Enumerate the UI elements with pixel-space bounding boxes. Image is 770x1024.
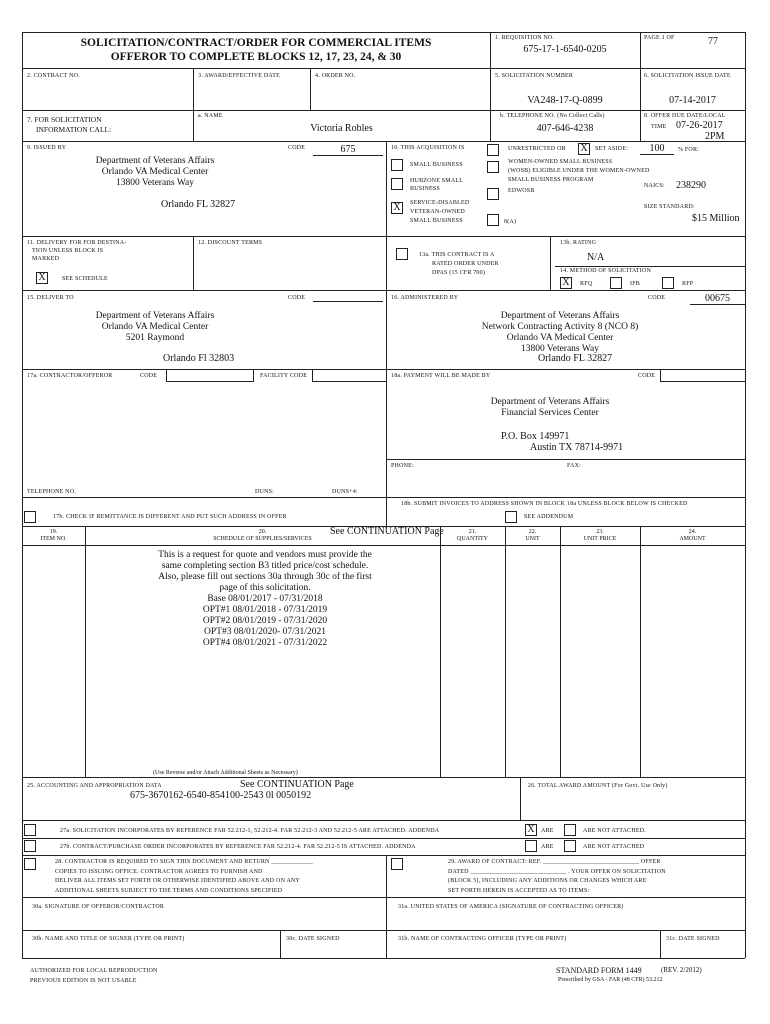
order-no-label: 4. ORDER NO.: [315, 73, 356, 79]
submit-invoices-label: 18b. SUBMIT INVOICES TO ADDRESS SHOWN IN BLOCK 18a UNLESS BLOCK BELOW IS CHECKED: [401, 501, 688, 507]
payment-label: 18a. PAYMENT WILL BE MADE BY: [391, 373, 491, 379]
contractor-code-label: CODE: [140, 373, 158, 379]
facility-code-field[interactable]: [312, 369, 387, 382]
col-schedule: 20. SCHEDULE OF SUPPLIES/SERVICES: [213, 529, 312, 542]
rfq-label: RFQ: [580, 281, 593, 287]
ifb-checkbox[interactable]: [610, 277, 622, 289]
footer-reproduction: AUTHORIZED FOR LOCAL REPRODUCTION: [30, 968, 158, 974]
col-amount: 24. AMOUNT: [679, 529, 706, 542]
col-unit-price: 23. UNIT PRICE: [583, 529, 617, 542]
total-award-label: 26. TOTAL AWARD AMOUNT (For Govt. Use Only): [528, 783, 668, 789]
method-label: 14. METHOD OF SOLICITATION: [560, 268, 652, 274]
footer-revision: (REV. 2/2012): [661, 966, 702, 974]
addenda-are-checkbox[interactable]: X: [525, 824, 537, 836]
set-aside-label: SET ASIDE:: [595, 146, 629, 152]
delivery-fob-label-3: MARKED: [32, 256, 60, 262]
rated-order-label-3: DPAS (15 CFR 700): [432, 270, 486, 276]
solicitation-number-value: VA248-17-Q-0899: [527, 95, 603, 106]
clause-27b-checkbox[interactable]: [24, 840, 36, 852]
delivery-fob-label-2: TION UNLESS BLOCK IS: [32, 248, 104, 254]
officer-name-label: 31b. NAME OF CONTRACTING OFFICER (TYPE OR PRINT): [398, 936, 567, 942]
size-standard-value: $15 Million: [692, 213, 740, 224]
payment-code-field[interactable]: [660, 369, 746, 382]
issued-by-address: Department of Veterans Affairs Orlando VA Medical Center 13800 Veterans Way: [95, 156, 215, 188]
info-call-label-2: INFORMATION CALL:: [36, 125, 112, 134]
wosb-label: WOMEN-OWNED SMALL BUSINESS: [508, 159, 613, 165]
addenda-are-not-label: ARE NOT ATTACHED.: [583, 828, 646, 834]
deliver-to-code-field[interactable]: [313, 301, 383, 302]
sdvosb-label-3: SMALL BUSINESS: [410, 218, 463, 224]
see-schedule-checkbox[interactable]: X: [36, 272, 48, 284]
eight-a-label: 8(A): [504, 219, 517, 225]
see-schedule-label: SEE SCHEDULE: [62, 276, 108, 282]
set-aside-checkbox[interactable]: X: [578, 143, 590, 155]
requisition-label: 1. REQUISITION NO.: [495, 35, 555, 41]
hubzone-label: HUBZONE SMALL: [410, 178, 464, 184]
administered-code-label: CODE: [648, 295, 666, 301]
rating-label: 13b. RATING: [560, 240, 597, 246]
time-label: TIME: [651, 124, 667, 130]
contract-no-label: 2. CONTRACT NO.: [27, 73, 80, 79]
issued-by-label: 9. ISSUED BY: [27, 145, 67, 151]
clause-27a: 27a. SOLICITATION INCORPORATES BY REFERENCE FAR 52.212-1, 52.212-4. FAR 52.212-3 AND 52.212-5 ARE ATTACHED. ADDENDA: [60, 828, 440, 834]
signature-offeror-label: 30a. SIGNATURE OF OFFEROR/CONTRACTOR: [32, 904, 165, 910]
footer-prescribed: Prescribed by GSA - FAR (48 CFR) 53.212: [558, 977, 663, 983]
small-business-checkbox[interactable]: [391, 159, 403, 171]
set-aside-percent: 100: [640, 143, 674, 155]
offer-due-time: 2PM: [705, 131, 725, 142]
rfq-checkbox[interactable]: X: [560, 277, 572, 289]
rated-order-label: 13a. THIS CONTRACT IS A: [419, 252, 495, 258]
footer-form-name: STANDARD FORM 1449: [556, 966, 642, 975]
issue-date-value: 07-14-2017: [669, 95, 716, 106]
schedule-footnote: (Use Reverse and/or Attach Additional Sheets as Necessary): [153, 770, 298, 776]
telephone-label: b. TELEPHONE NO. (No Collect Calls): [500, 113, 605, 119]
phone-label: PHONE:: [391, 463, 414, 469]
acquisition-label: 10. THIS ACQUISITION IS: [391, 145, 465, 151]
offer-due-date: 07-26-2017: [676, 120, 723, 131]
percent-for-label: % FOR:: [678, 147, 700, 153]
eight-a-checkbox[interactable]: [487, 214, 499, 226]
clause-29: 29. AWARD OF CONTRACT: REF. ______________________________ OFFER DATED ______________________________ . YOUR OFFER ON SOLICITATION (BLOCK 5), INCLUDING ANY ADDITIONS OR CHANGES WHICH ARE SET FORTH HEREIN IS ACCEPTED AS TO ITEMS:: [448, 859, 666, 894]
deliver-to-address: Department of Veterans Affairs Orlando VA Medical Center 5201 Raymond: [95, 311, 215, 343]
rated-order-checkbox[interactable]: [396, 248, 408, 260]
col-quantity: 21. QUANTITY: [457, 529, 488, 542]
clause-27a-checkbox[interactable]: [24, 824, 36, 836]
clause-28: 28. CONTRACTOR IS REQUIRED TO SIGN THIS DOCUMENT AND RETURN _____________ COPIES TO ISSUING OFFICE. CONTRACTOR AGREES TO FURNISH AND DELIVER ALL ITEMS SET FORTH OR OTHERWISE IDENTIFIED ABOVE AND ON ANY ADDITIONAL SHEETS SUBJECT TO THE TERMS AND CONDITIONS SPECIFIED: [55, 859, 313, 894]
accounting-continuation: See CONTINUATION Page: [240, 779, 354, 790]
clause-29-checkbox[interactable]: [391, 858, 403, 870]
solicitation-number-label: 5. SOLICITATION NUMBER: [495, 73, 574, 79]
wosb-checkbox[interactable]: [487, 161, 499, 173]
sdvosb-label: SERVICE-DISABLED: [410, 200, 470, 206]
offeror-date-label: 30c. DATE SIGNED: [286, 936, 340, 942]
deliver-to-label: 15. DELIVER TO: [27, 295, 74, 301]
addenda-are-label: ARE: [541, 828, 554, 834]
form-subtitle: OFFEROR TO COMPLETE BLOCKS 12, 17, 23, 24, & 30: [110, 51, 402, 63]
payment-city: Austin TX 78714-9971: [530, 442, 624, 453]
administered-by-city: Orlando FL 32827: [538, 353, 613, 364]
administered-by-address: Department of Veterans Affairs Network Contracting Activity 8 (NCO 8) Orlando VA Medical Center 13800 Veterans Way: [481, 311, 639, 354]
col-item-no: 19. ITEM NO.: [40, 529, 67, 542]
col-unit: 22. UNIT: [525, 529, 540, 542]
issued-code-value: 675: [313, 144, 383, 156]
issued-code-label: CODE: [288, 145, 306, 151]
award-date-label: 3. AWARD/EFFECTIVE DATE: [198, 73, 280, 79]
deliver-to-code-label: CODE: [288, 295, 306, 301]
facility-code-label: FACILITY CODE: [260, 373, 308, 379]
edwosb-checkbox[interactable]: [487, 188, 499, 200]
officer-date-label: 31c. DATE SIGNED: [666, 936, 720, 942]
unrestricted-checkbox[interactable]: [487, 144, 499, 156]
signer-name-label: 30b. NAME AND TITLE OF SIGNER (TYPE OR PRINT): [32, 936, 185, 942]
duns4-label: DUNS+4:: [332, 489, 358, 495]
rating-value: N/A: [587, 252, 605, 263]
offer-due-label: 8. OFFER DUE DATE/LOCAL: [644, 113, 726, 119]
duns-label: DUNS:: [255, 489, 275, 495]
small-business-label: SMALL BUSINESS: [410, 162, 463, 168]
administered-by-label: 16. ADMINISTERED BY: [391, 295, 459, 301]
order-addenda-are-label: ARE: [541, 844, 554, 850]
schedule-description: This is a request for quote and vendors must provide the same completing section B3 titled price/cost schedule. Also, please fill out sections 30a through 30c of the first page of this solicitation. Base 08/01/2017 - 07/31/2018 OPT#1 08/01/2018 - 07/31/2019 OPT#2 08/01/2019 - 07/31/2020 OPT#3 08/01/2020- 07/31/2021 OPT#4 08/01/2021 - 07/31/2022: [158, 550, 372, 648]
naics-value: 238290: [676, 180, 706, 191]
sdvosb-checkbox[interactable]: X: [391, 202, 403, 214]
page-total: 77: [708, 36, 718, 47]
fax-label: FAX:: [567, 463, 582, 469]
hubzone-checkbox[interactable]: [391, 178, 403, 190]
sdvosb-label-2: VETERAN-OWNED: [410, 209, 465, 215]
telephone-value: 407-646-4238: [536, 123, 594, 134]
hubzone-label-2: BUSINESS: [410, 186, 440, 192]
remittance-checkbox[interactable]: [24, 511, 36, 523]
clause-28-checkbox[interactable]: [24, 858, 36, 870]
name-label: a. NAME: [198, 113, 223, 119]
administered-code-value: 00675: [690, 293, 745, 305]
edwosb-label: EDWOSB: [508, 188, 535, 194]
rfp-checkbox[interactable]: [662, 277, 674, 289]
ifb-label: IFB: [630, 281, 640, 287]
order-addenda-are-not-checkbox[interactable]: [564, 840, 576, 852]
signature-officer-label: 31a. UNITED STATES OF AMERICA (SIGNATURE OF CONTRACTING OFFICER): [398, 904, 624, 910]
payment-code-label: CODE: [638, 373, 656, 379]
see-addendum-checkbox[interactable]: [505, 511, 517, 523]
order-addenda-are-checkbox[interactable]: [525, 840, 537, 852]
accounting-label: 25. ACCOUNTING AND APPROPRIATION DATA: [27, 783, 162, 789]
addenda-are-not-checkbox[interactable]: [564, 824, 576, 836]
remittance-label: 17b. CHECK IF REMITTANCE IS DIFFERENT AND PUT SUCH ADDRESS IN OFFER: [53, 514, 287, 520]
wosb-label-2: (WOSB) ELIGIBLE UNDER THE WOMEN-OWNED: [508, 168, 650, 174]
schedule-continuation: See CONTINUATION Page: [330, 526, 444, 537]
deliver-to-city: Orlando Fl 32803: [163, 353, 235, 364]
issue-date-label: 6. SOLICITATION ISSUE DATE: [644, 73, 731, 79]
discount-terms-label: 12. DISCOUNT TERMS: [198, 240, 263, 246]
requisition-value: 675-17-1-6540-0205: [523, 44, 607, 55]
accounting-value: 675-3670162-6540-854100-2543 0l 0050192: [130, 790, 312, 801]
form-title: SOLICITATION/CONTRACT/ORDER FOR COMMERCIAL ITEMS: [80, 37, 432, 49]
wosb-label-3: SMALL BUSINESS PROGRAM: [508, 177, 594, 183]
size-standard-label: SIZE STANDARD:: [644, 204, 695, 210]
page-label: PAGE 1 OF: [644, 35, 675, 41]
payment-po-box: P.O. Box 149971: [501, 431, 570, 442]
issued-by-city: Orlando FL 32827: [161, 199, 236, 210]
delivery-fob-label: 11. DELIVERY FOR FOB DESTINA-: [27, 240, 127, 246]
footer-previous-edition: PREVIOUS EDITION IS NOT USABLE: [30, 978, 137, 984]
rfp-label: RFP: [682, 281, 694, 287]
telephone-no-label: TELEPHONE NO.: [27, 489, 76, 495]
info-call-label: 7. FOR SOLICITATION: [27, 115, 102, 124]
rated-order-label-2: RATED ORDER UNDER: [432, 261, 499, 267]
see-addendum-label: SEE ADDENDUM: [524, 514, 574, 520]
clause-27b: 27b. CONTRACT/PURCHASE ORDER INCORPORATES BY REFERENCE FAR 52.212-4. FAR 52.212-5 IS ATTACHED. ADDENDA: [60, 844, 416, 850]
naics-label: NAICS:: [644, 183, 665, 189]
unrestricted-label: UNRESTRICTED OR: [508, 146, 566, 152]
contractor-code-field[interactable]: [166, 369, 254, 382]
payment-address: Department of Veterans Affairs Financial Services Center: [490, 397, 610, 418]
contact-name: Victoria Robles: [310, 123, 373, 134]
contractor-label: 17a. CONTRACTOR/OFFEROR: [27, 373, 113, 379]
order-addenda-are-not-label: ARE NOT ATTACHED: [583, 844, 645, 850]
